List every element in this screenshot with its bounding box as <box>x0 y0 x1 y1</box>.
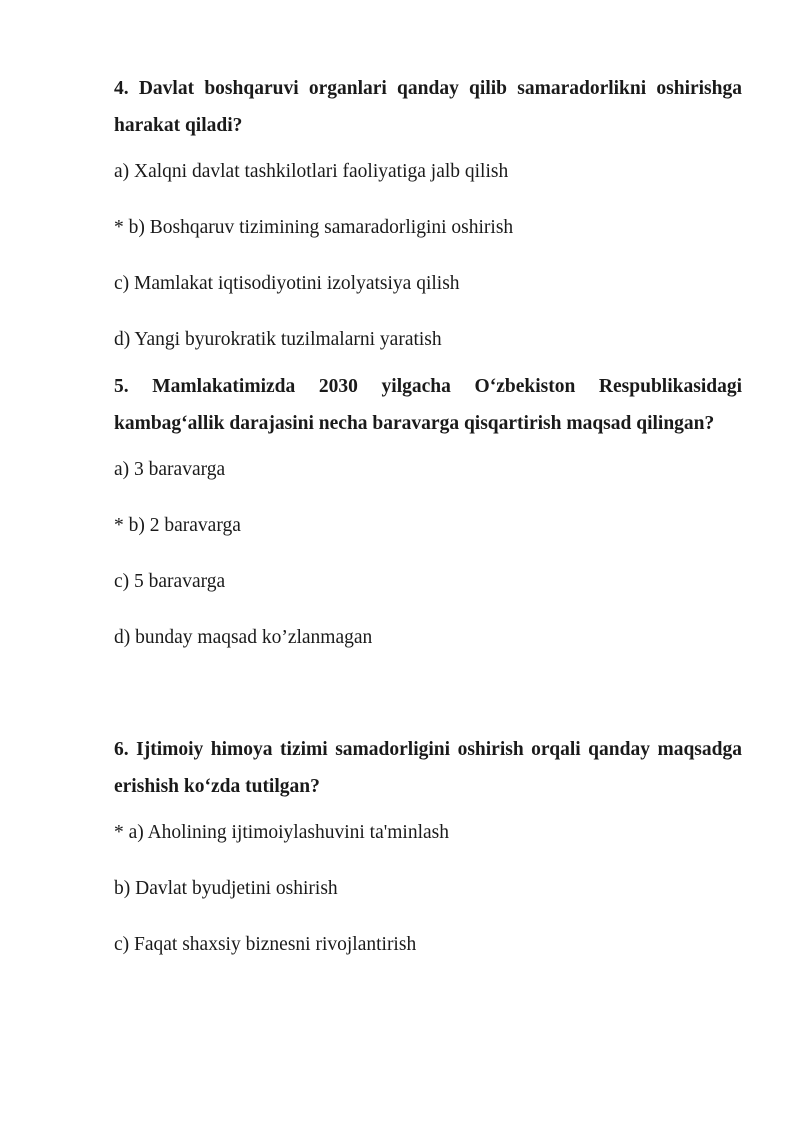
question-block-5 <box>114 368 742 652</box>
question-4-option-c: c) Mamlakat iqtisodiyotini izolyatsiya qilish <box>114 273 460 294</box>
question-6-option-a: * a) Aholining ijtimoiylashuvini ta'minlash <box>114 822 449 843</box>
question-4-option-a: a) Xalqni davlat tashkilotlari faoliyatiga jalb qilish <box>114 161 509 182</box>
question-5-option-c: c) 5 baravarga <box>114 571 226 592</box>
question-4-option-d: d) Yangi byurokratik tuzilmalarni yaratish <box>114 329 442 350</box>
question-4-option-b: * b) Boshqaruv tizimining samaradorligini oshirish <box>114 217 514 238</box>
question-5-option-a: a) 3 baravarga <box>114 459 226 480</box>
question-6-option-c: c) Faqat shaxsiy biznesni rivojlantirish <box>114 934 417 955</box>
question-6-option-b: b) Davlat byudjetini oshirish <box>114 878 338 899</box>
question-6-text: 6. Ijtimoiy himoya tizimi samadorligini oshirish orqali qanday maqsadga erishish ko‘zda tutilgan? <box>114 739 742 797</box>
question-4-options <box>114 158 742 354</box>
question-5-option-d: d) bunday maqsad ko’zlanmagan <box>114 627 373 648</box>
question-5-text: 5. Mamlakatimizda 2030 yilgacha O‘zbekiston Respublikasidagi kambag‘allik darajasini necha baravarga qisqartirish maqsad qilingan? <box>114 376 742 434</box>
question-4-text: 4. Davlat boshqaruvi organlari qanday qilib samaradorlikni oshirishga harakat qiladi? <box>114 78 742 136</box>
question-6-options <box>114 819 742 959</box>
question-5-options <box>114 456 742 652</box>
question-block-6 <box>114 731 742 959</box>
question-block-4 <box>114 70 742 354</box>
document-page <box>114 70 742 959</box>
question-5-option-b: * b) 2 baravarga <box>114 515 241 536</box>
